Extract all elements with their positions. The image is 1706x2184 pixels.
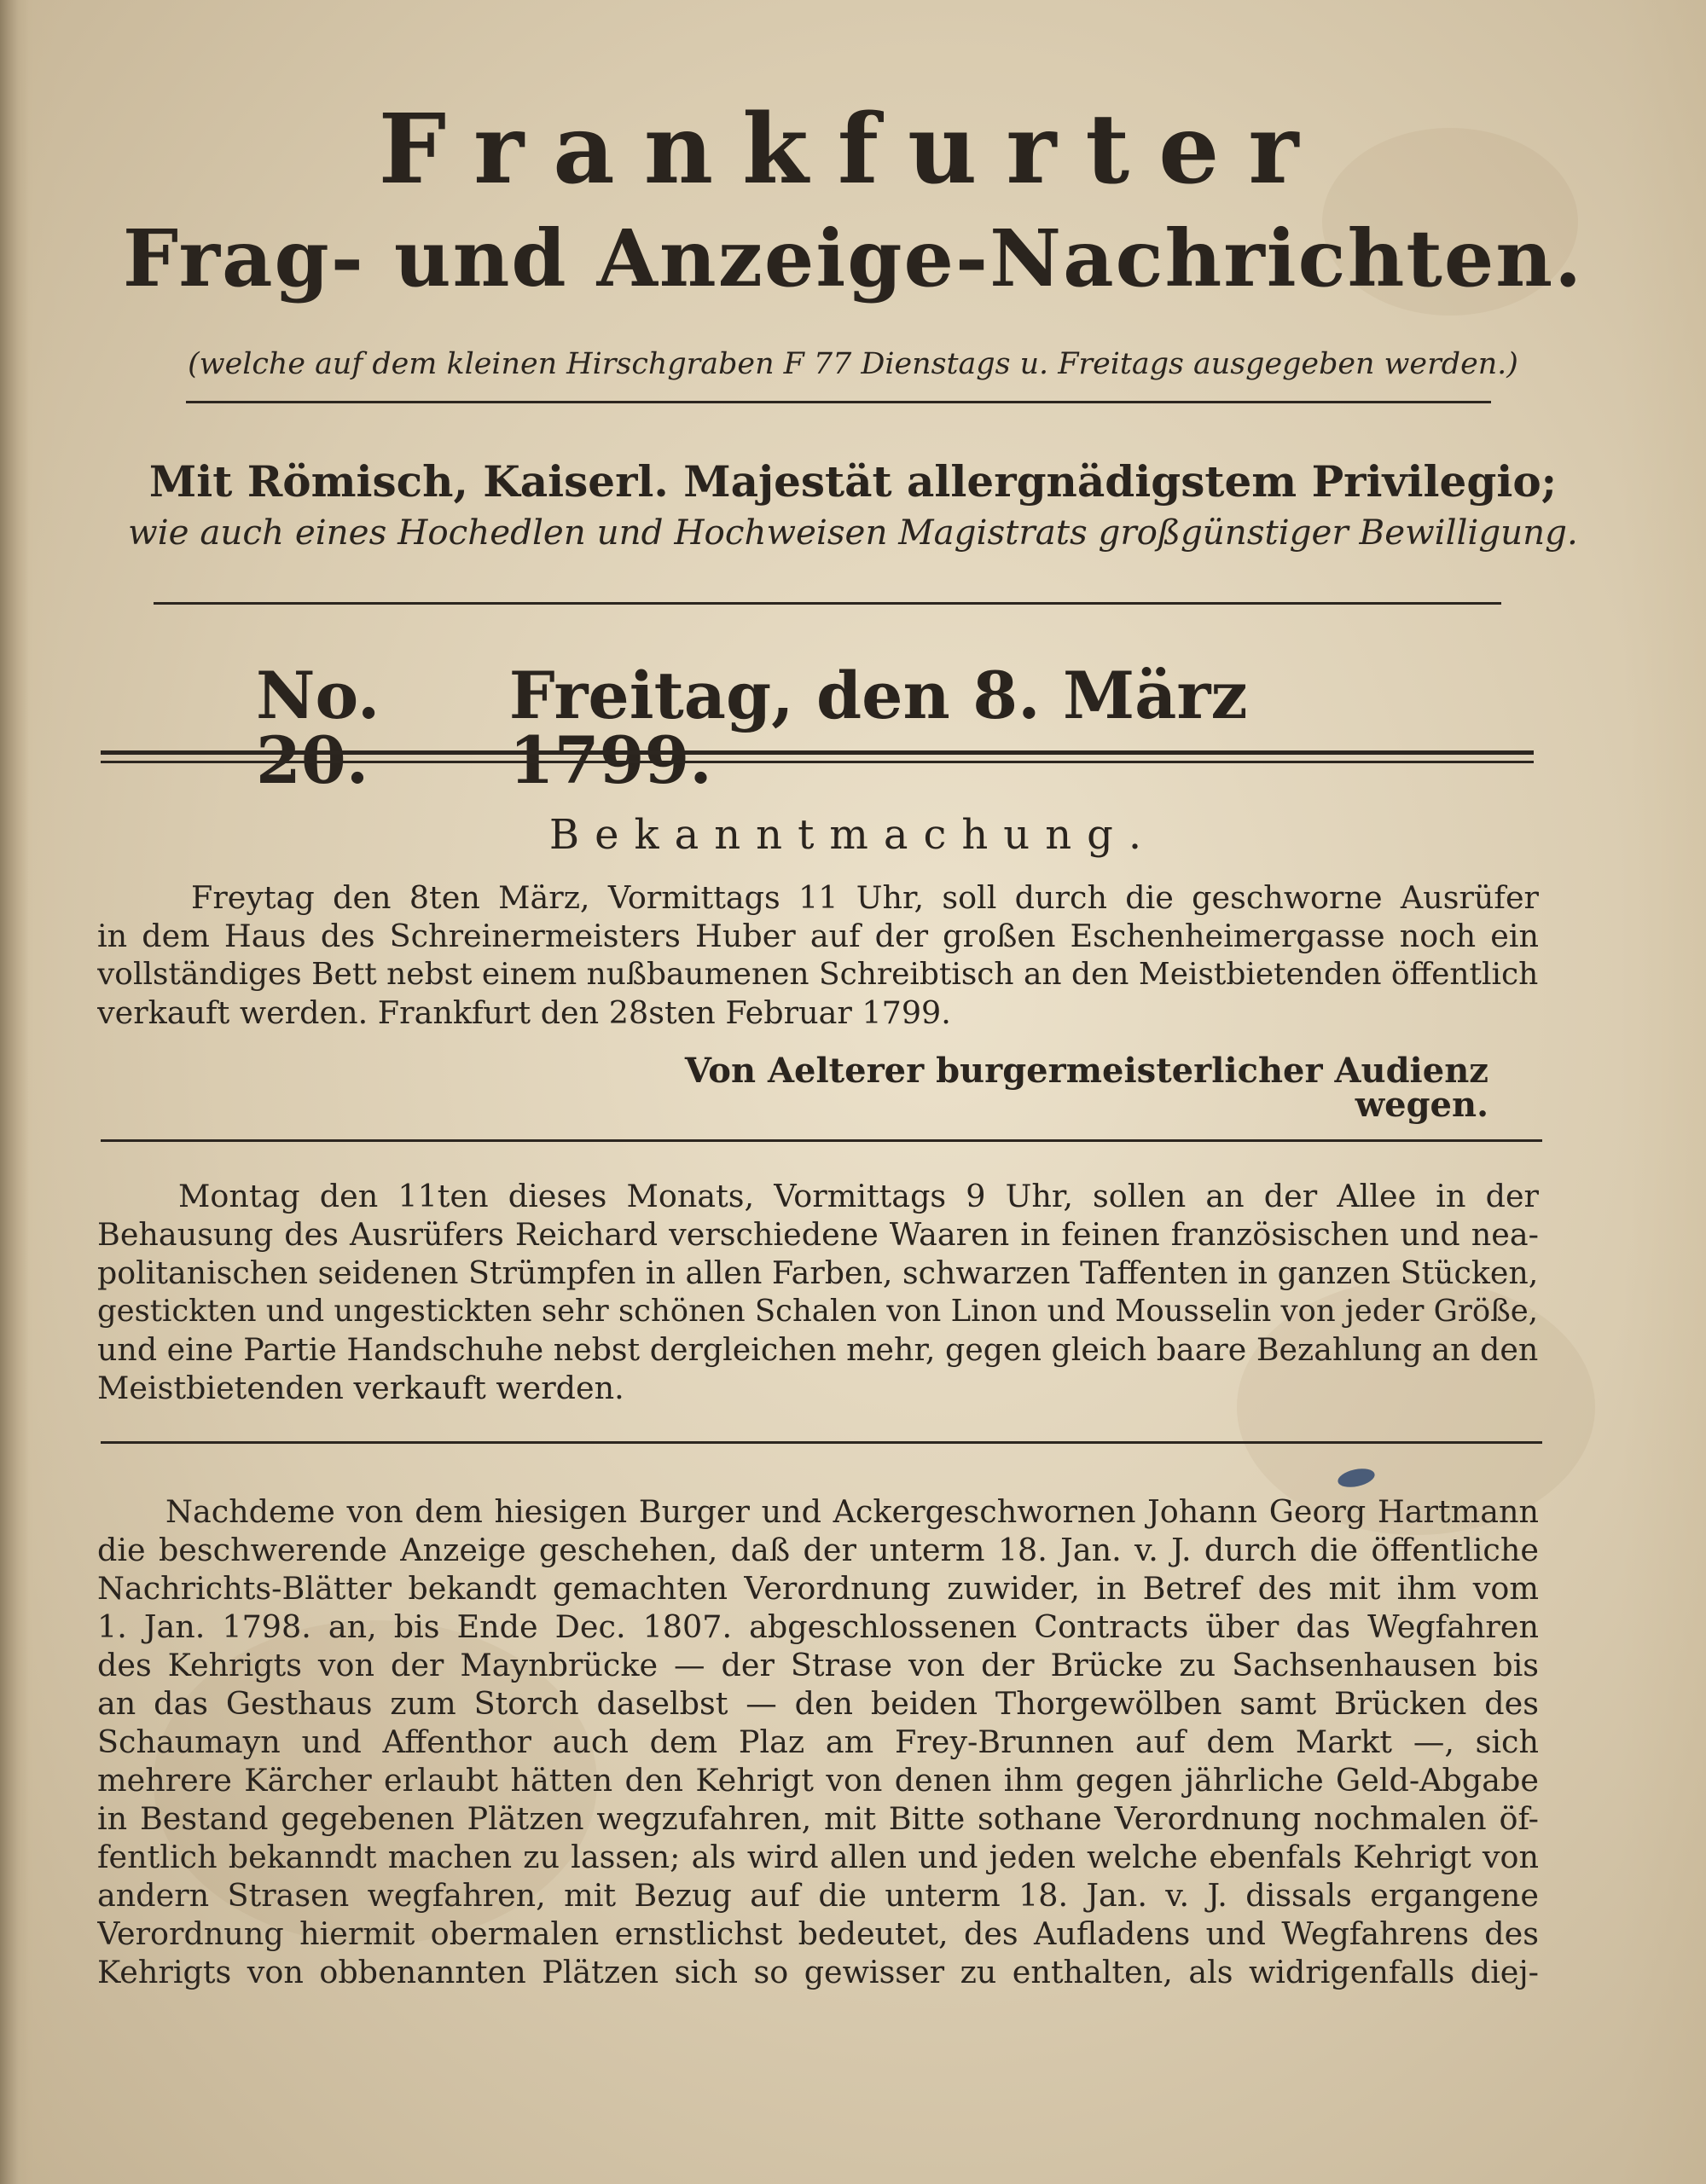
masthead-publication-note: (welche auf dem kleinen Hirschgraben F 77 Dienstags u. Freitags ausgegeben werden.) bbox=[188, 347, 1518, 381]
text-line: Schaumayn und Affenthor auch dem Plaz am Frey-Brunnen auf dem Markt —, sich bbox=[97, 1723, 1539, 1760]
text-line: des Kehrigts von der Maynbrücke — der Strase von der Brücke zu Sachsenhausen bis bbox=[97, 1647, 1539, 1683]
masthead-title: Frankfurter bbox=[378, 94, 1328, 206]
notice-paragraph-1 bbox=[97, 878, 1539, 1032]
text-line: an das Gesthaus zum Storch daselbst — den beiden Thorgewölben samt Brücken des bbox=[97, 1685, 1539, 1722]
text-line: politanischen seidenen Strümpfen in allen Farben, schwarzen Taffenten in ganzen Stücken, bbox=[97, 1254, 1539, 1291]
notice-signature: Von Aelterer burgermeisterlicher Audienz wegen. bbox=[684, 1051, 1488, 1125]
text-line: andern Strasen wegfahren, mit Bezug auf die unterm 18. Jan. v. J. dissals ergangene bbox=[97, 1877, 1539, 1914]
text-line: Nachdeme von dem hiesigen Burger und Ackergeschwornen Johann Georg Hartmann bbox=[165, 1493, 1539, 1530]
text-line: gestickten und ungestickten sehr schönen Schalen von Linon und Mousselin von jeder Größe, bbox=[97, 1294, 1539, 1329]
privilege-line-2: wie auch eines Hochedlen und Hochweisen Magistrats großgünstiger Bewilligung. bbox=[128, 513, 1578, 553]
page-binding-edge bbox=[0, 0, 29, 2184]
text-line: in dem Haus des Schreinermeisters Huber auf der großen Eschenheimergasse noch ein bbox=[97, 918, 1539, 954]
text-line: verkauft werden. Frankfurt den 28sten Februar 1799. bbox=[97, 994, 951, 1031]
issue-number: No. bbox=[256, 658, 380, 733]
divider-rule bbox=[101, 1441, 1542, 1444]
issue-dateline bbox=[256, 658, 1450, 793]
divider-rule bbox=[186, 401, 1491, 403]
text-line: Montag den 11ten dieses Monats, Vormittags 9 Uhr, sollen an der Allee in der bbox=[178, 1178, 1539, 1214]
masthead-subtitle: Frag- und Anzeige-Nachrichten. bbox=[122, 212, 1584, 304]
privilege-line: Mit Römisch, Kaiserl. Majestät allergnädigstem Privilegio; bbox=[148, 456, 1558, 507]
divider-rule bbox=[154, 602, 1501, 605]
text-line: mehrere Kärcher erlaubt hätten den Kehrigt von denen ihm gegen jährliche Geld-Abgabe bbox=[97, 1762, 1539, 1799]
notice-paragraph-2 bbox=[97, 1177, 1539, 1407]
text-line: 1. Jan. 1798. an, bis Ende Dec. 1807. abgeschlossenen Contracts über das Wegfahren bbox=[97, 1608, 1539, 1645]
text-line: die beschwerende Anzeige geschehen, daß der unterm 18. Jan. v. J. durch die öffentliche bbox=[97, 1532, 1539, 1568]
text-line: Verordnung hiermit obermalen ernstlichst bedeutet, des Aufladens und Wegfahrens des bbox=[97, 1915, 1539, 1952]
notice-paragraph-3 bbox=[97, 1492, 1539, 1991]
divider-rule-double bbox=[101, 761, 1534, 763]
divider-rule-double bbox=[101, 750, 1534, 755]
text-line: in Bestand gegebenen Plätzen wegzufahren, mit Bitte sothane Verordnung nochmalen öf- bbox=[97, 1800, 1539, 1837]
text-line: vollständiges Bett nebst einem nußbaumenen Schreibtisch an den Meistbietenden öffentlich bbox=[97, 957, 1539, 992]
text-line: Meistbietenden verkauft werden. bbox=[97, 1370, 624, 1406]
notice-title: Bekanntmachung. bbox=[548, 811, 1158, 859]
text-line: Nachrichts-Blätter bekandt gemachten Verordnung zuwider, in Betref des mit ihm vom bbox=[97, 1570, 1539, 1607]
text-line: fentlich bekanndt machen zu lassen; als wird allen und jeden welche ebenfals Kehrigt von bbox=[97, 1839, 1539, 1875]
issue-date: Freitag, den 8. März bbox=[508, 658, 1248, 733]
text-line: Behausung des Ausrüfers Reichard verschiedene Waaren in feinen französischen und nea- bbox=[97, 1216, 1539, 1253]
divider-rule bbox=[101, 1139, 1542, 1142]
text-line: und eine Partie Handschuhe nebst dergleichen mehr, gegen gleich baare Bezahlung an den bbox=[97, 1331, 1539, 1368]
text-line: Freytag den 8ten März, Vormittags 11 Uhr, soll durch die geschworne Ausrüfer bbox=[191, 879, 1539, 916]
text-line: Kehrigts von obbenannten Plätzen sich so gewisser zu enthalten, als widrigenfalls diej- bbox=[97, 1954, 1539, 1990]
